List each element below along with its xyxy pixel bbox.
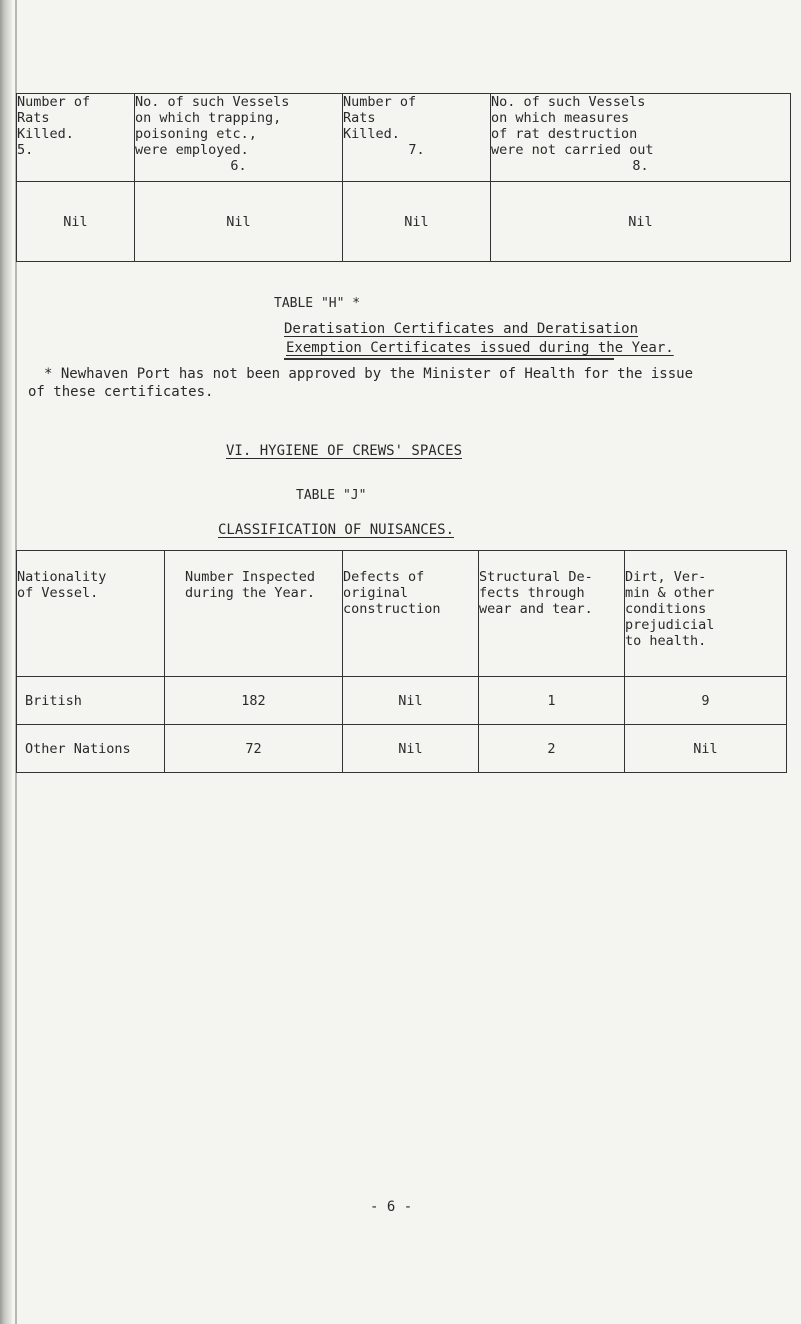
table-cell: 2 (479, 725, 625, 773)
page-number: - 6 - (370, 1199, 413, 1215)
header-cell (165, 551, 343, 677)
table-cell: Nil (135, 182, 343, 262)
header-label: Nationality of Vessel. (17, 569, 107, 601)
header-cell (625, 551, 787, 677)
table-cell: Nil (343, 725, 479, 773)
table-h-footnote-line1: * Newhaven Port has not been approved by the Minister of Health for the issue (44, 366, 694, 382)
column-number: 7. (408, 142, 425, 158)
header-cell (491, 94, 791, 182)
title-rule (284, 358, 614, 360)
column-number: 6. (230, 158, 247, 174)
header-label: Structural De- fects through wear and tear. (479, 569, 593, 617)
header-cell (17, 551, 165, 677)
binding-shadow (0, 0, 12, 1324)
table-header-row (17, 94, 791, 182)
table-row (17, 182, 791, 262)
table-cell: 9 (625, 677, 787, 725)
table-cell: 182 (165, 677, 343, 725)
header-cell (343, 551, 479, 677)
table-cell: Nil (491, 182, 791, 262)
header-cell (135, 94, 343, 182)
table-cell: Nil (343, 182, 491, 262)
header-label: No. of such Vessels on which trapping, poisoning etc., were employed. (135, 94, 290, 158)
column-number: 5. (17, 142, 34, 158)
table-h-label: TABLE "H" * (274, 296, 361, 311)
section-heading: VI. HYGIENE OF CREWS' SPACES (226, 443, 463, 459)
header-label: Number Inspected during the Year. (185, 569, 316, 601)
header-label: Number of Rats Killed. (343, 94, 417, 142)
table-cell: British (17, 677, 165, 725)
table-h-title-line1: Deratisation Certificates and Deratisation (284, 321, 639, 337)
table-cell: Nil (343, 677, 479, 725)
table-row (17, 725, 787, 773)
table-header-row (17, 551, 787, 677)
header-label: Defects of original construction (343, 569, 441, 617)
header-cell (479, 551, 625, 677)
table-row (17, 677, 787, 725)
table-cell: Other Nations (17, 725, 165, 773)
nuisances-table (16, 550, 787, 773)
section-subheading: CLASSIFICATION OF NUISANCES. (218, 522, 455, 538)
column-number: 8. (632, 158, 649, 174)
table-h-title-line2: Exemption Certificates issued during the Year. (286, 340, 674, 356)
rat-destruction-table (16, 93, 791, 262)
table-cell: 72 (165, 725, 343, 773)
header-cell (17, 94, 135, 182)
table-cell: 1 (479, 677, 625, 725)
table-h-footnote-line2: of these certificates. (28, 384, 214, 400)
table-j-label: TABLE "J" (296, 488, 367, 503)
header-label: No. of such Vessels on which measures of rat destruction were not carried out (491, 94, 654, 158)
table-cell: Nil (17, 182, 135, 262)
header-label: Number of Rats Killed. (17, 94, 91, 142)
table-cell: Nil (625, 725, 787, 773)
header-cell (343, 94, 491, 182)
header-label: Dirt, Ver- min & other conditions prejudicial to health. (625, 569, 715, 649)
